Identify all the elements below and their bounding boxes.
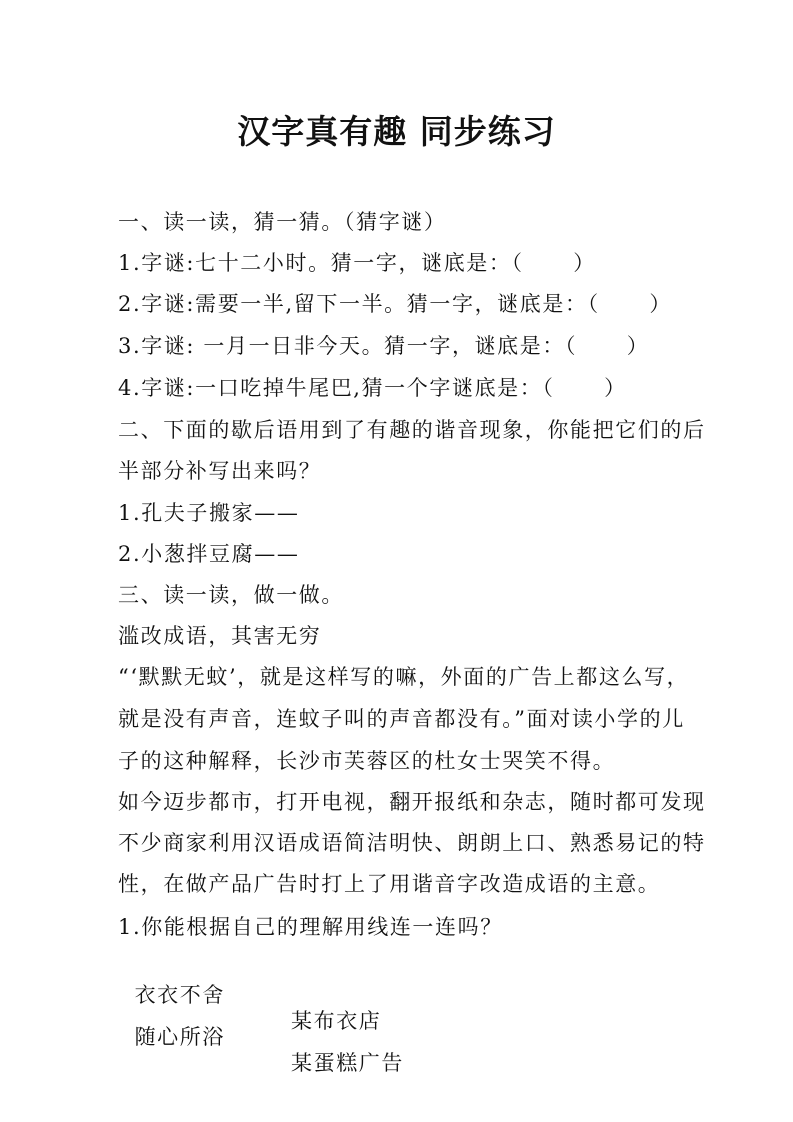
riddle-1: 1.字谜:七十二小时。猜一字，谜底是：（ ） bbox=[118, 251, 596, 275]
riddle-3: 3.字谜: 一月一日非今天。猜一字，谜底是：（ ） bbox=[118, 334, 650, 358]
matching-left: 随心所浴 bbox=[134, 1025, 225, 1049]
paragraph1-line1: “‘默默无蚊’，就是这样写的嘛，外面的广告上都这么写， bbox=[118, 665, 690, 689]
xiehouyu-2: 2.小葱拌豆腐—— bbox=[118, 542, 300, 566]
riddle-4: 4.字谜:一口吃掉牛尾巴,猜一个字谜底是：（ ） bbox=[118, 376, 627, 400]
matching-right: 某布衣店 bbox=[291, 1009, 382, 1033]
section2-heading-line1: 二、下面的歇后语用到了有趣的谐音现象，你能把它们的后 bbox=[118, 418, 706, 442]
paragraph1-line2: 就是没有声音，连蚊子叫的声音都没有。”面对读小学的儿 bbox=[118, 707, 685, 731]
paragraph2-line2: 不少商家利用汉语成语简洁明快、朗朗上口、熟悉易记的特 bbox=[118, 831, 706, 855]
question-1: 1.你能根据自己的理解用线连一连吗？ bbox=[118, 915, 503, 939]
section2-heading-line2: 半部分补写出来吗？ bbox=[118, 459, 322, 483]
matching-left: 衣衣不舍 bbox=[134, 983, 225, 1007]
section3-heading: 三、读一读，做一做。 bbox=[118, 583, 344, 607]
article-title: 滥改成语，其害无穷 bbox=[118, 624, 322, 648]
riddle-2: 2.字谜:需要一半,留下一半。猜一字，谜底是：（ ） bbox=[118, 292, 672, 316]
xiehouyu-1: 1.孔夫子搬家—— bbox=[118, 501, 300, 525]
page-title: 汉字真有趣 同步练习 bbox=[237, 112, 556, 151]
paragraph2-line3: 性，在做产品广告时打上了用谐音字改造成语的主意。 bbox=[118, 872, 661, 896]
paragraph2-line1: 如今迈步都市，打开电视，翻开报纸和杂志，随时都可发现 bbox=[118, 790, 706, 814]
paragraph1-line3: 子的这种解释，长沙市芙蓉区的杜女士哭笑不得。 bbox=[118, 749, 616, 773]
matching-right: 某蛋糕广告 bbox=[291, 1051, 404, 1075]
section1-heading: 一、读一读，猜一猜。（猜字谜） bbox=[118, 210, 447, 234]
matching-row bbox=[118, 998, 618, 1076]
